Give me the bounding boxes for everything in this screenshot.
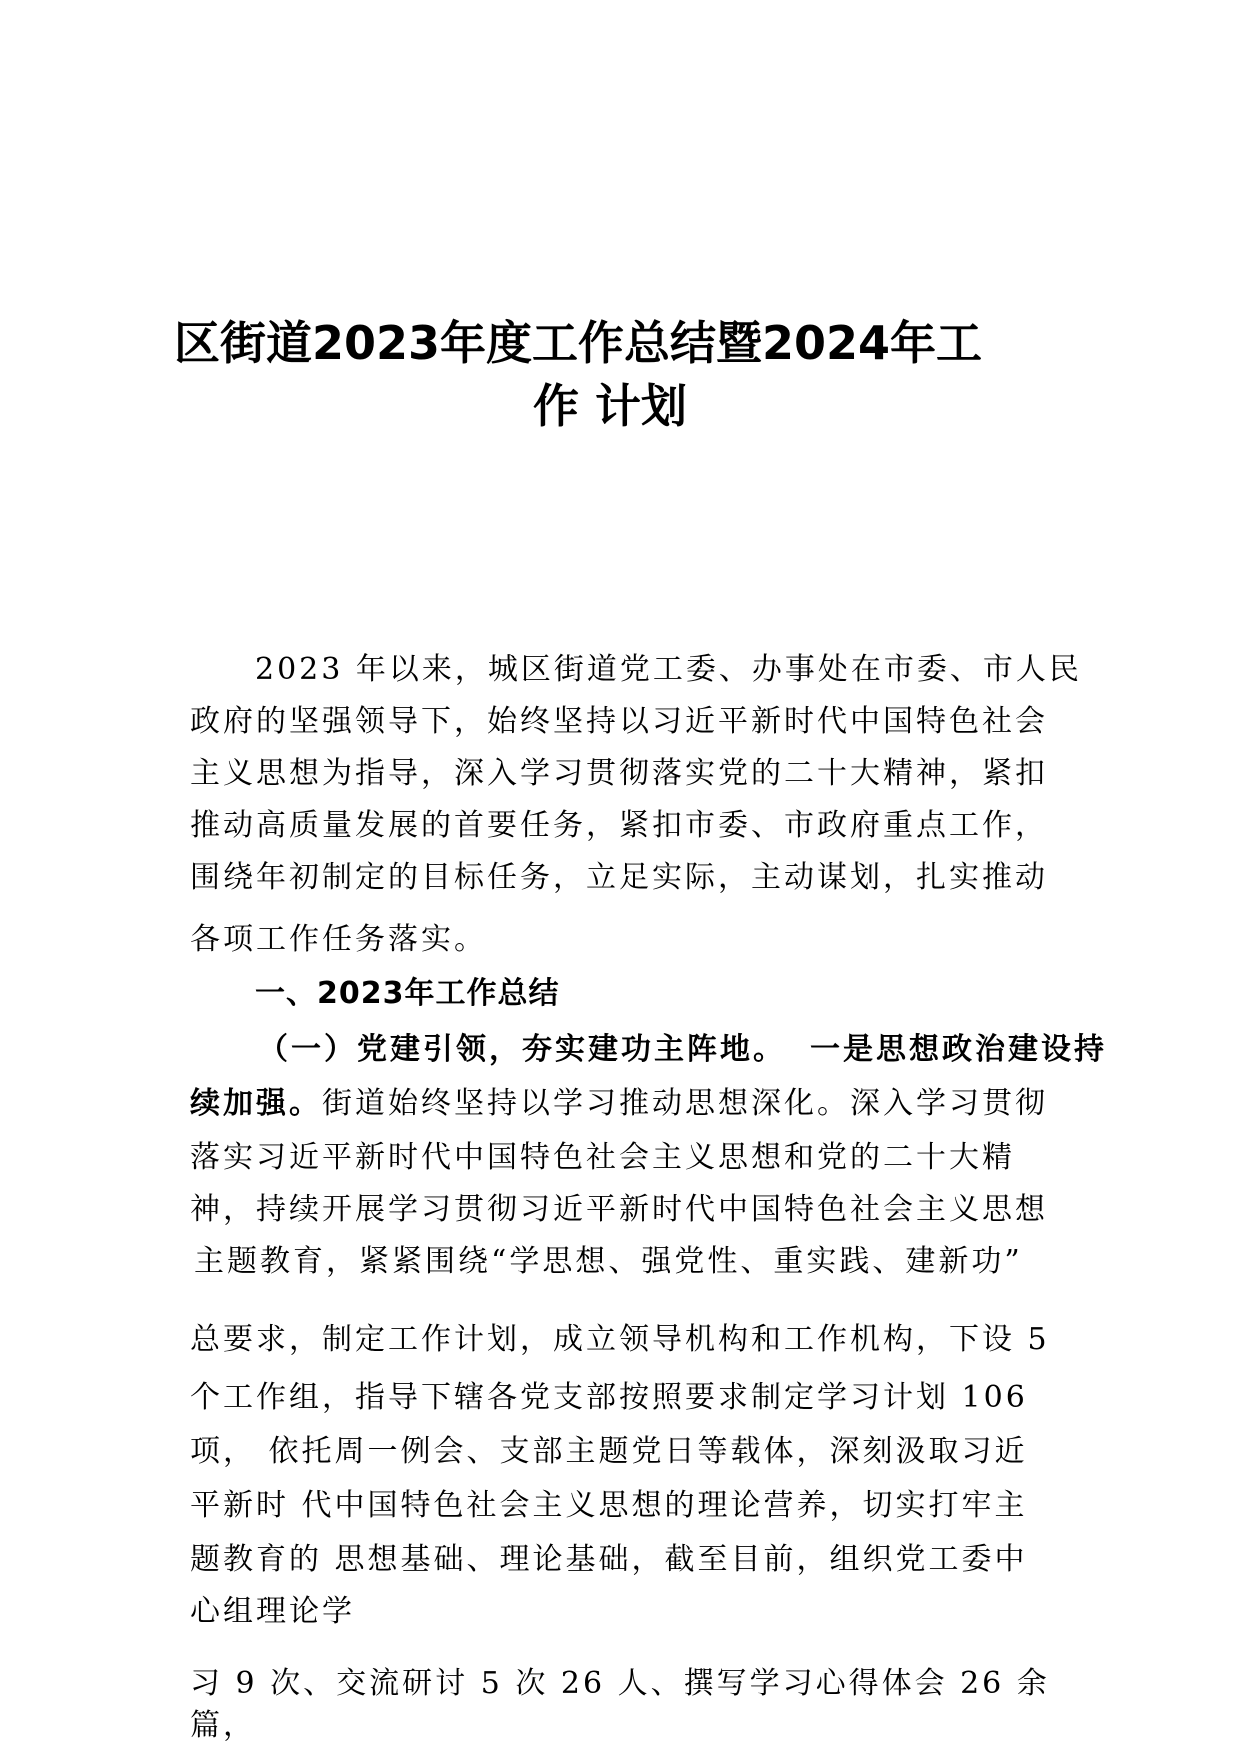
section-heading: 一、2023年工作总结 (255, 976, 560, 1011)
paragraph-line: 习 9 次、交流研讨 5 次 26 人、撰写学习心得体会 26 余 (190, 1666, 1050, 1701)
paragraph-line: 个工作组，指导下辖各党支部按照要求制定学习计划 106 (190, 1380, 1028, 1415)
paragraph-line: 落实习近平新时代中国特色社会主义思想和党的二十大精 (190, 1140, 1015, 1175)
paragraph-line: 主题教育，紧紧围绕“学思想、强党性、重实践、建新功” (194, 1244, 1023, 1279)
paragraph-line: 2023 年以来，城区街道党工委、办事处在市委、市人民 (255, 652, 1082, 687)
paragraph-line (190, 1084, 1048, 1124)
paragraph-line: 总要求，制定工作计划，成立领导机构和工作机构，下设 5 (190, 1322, 1050, 1357)
point-heading: 一是思想政治建设持 (810, 1032, 1107, 1067)
document-title: 区街道2023年度工作总结暨2024年工 (173, 316, 983, 370)
paragraph-line: 各项工作任务落实。 (190, 922, 487, 957)
paragraph-line: 政府的坚强领导下，始终坚持以习近平新时代中国特色社会 (190, 704, 1048, 739)
paragraph-line: 神，持续开展学习贯彻习近平新时代中国特色社会主义思想 (190, 1192, 1048, 1227)
paragraph-line: 推动高质量发展的首要任务，紧扣市委、市政府重点工作， (190, 808, 1048, 843)
paragraph-text: 街道始终坚持以学习推动思想深化。深入学习贯彻 (322, 1086, 1048, 1121)
point-heading-continuation: 续加强。 (190, 1086, 322, 1121)
subsection-heading: （一）党建引领，夯实建功主阵地。 (258, 1032, 786, 1067)
paragraph-line: 篇， (190, 1708, 256, 1743)
paragraph-line: 平新时 代中国特色社会主义思想的理论营养，切实打牢主 (190, 1488, 1028, 1523)
document-title-continuation: 作 计划 (532, 379, 687, 433)
paragraph-line: 围绕年初制定的目标任务，立足实际，主动谋划，扎实推动 (190, 860, 1048, 895)
paragraph-line: 题教育的 思想基础、理论基础，截至目前，组织党工委中 (190, 1542, 1028, 1577)
paragraph-line: 主义思想为指导，深入学习贯彻落实党的二十大精神，紧扣 (190, 756, 1048, 791)
paragraph-line: 心组理论学 (190, 1594, 355, 1629)
subsection-heading-line (258, 1030, 1107, 1070)
paragraph-line: 项， 依托周一例会、支部主题党日等载体，深刻汲取习近 (190, 1434, 1028, 1469)
